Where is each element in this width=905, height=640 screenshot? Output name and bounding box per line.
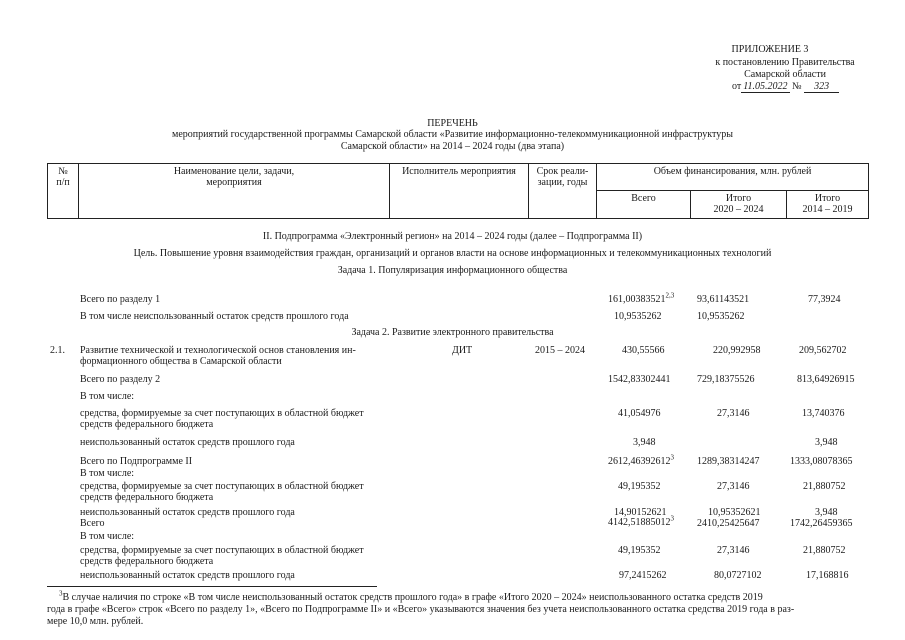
appendix-title: ПРИЛОЖЕНИЕ 3	[731, 44, 809, 55]
row-period-2: 1333,08078365	[790, 456, 853, 467]
row-period-2: 3,948	[815, 507, 838, 518]
row-period-1: 1289,38314247	[697, 456, 760, 467]
row-label-2: формационного общества в Самарской области	[80, 356, 282, 367]
row-total: 41,054976	[618, 408, 661, 419]
footnote-line-2: года в графе «Всего» строк «Всего по разделу 1», «Всего по Подпрограмме II» и «Всего» указываются значения без учета неиспользованного остатка средства 2019 года в раз-	[47, 604, 795, 615]
row-period-2: 813,64926915	[797, 374, 855, 385]
row-period-1: 2410,25425647	[697, 518, 760, 529]
task-2-heading: Задача 2. Развитие электронного правительства	[351, 327, 554, 338]
row-total: 4142,51885012$^3$	[608, 514, 674, 528]
row-num: 2.1.	[50, 345, 65, 356]
row-total: 2612,46392612$^3$	[608, 453, 674, 467]
row-label: Всего по разделу 2	[80, 374, 161, 385]
row-label: Всего по Подпрограмме II	[80, 456, 193, 467]
row-label: В том числе:	[80, 468, 135, 479]
col-term-2: зации, годы	[537, 177, 588, 188]
row-period-2: 77,3924	[808, 294, 841, 305]
row-total: 430,55566	[622, 345, 665, 356]
footnote-line-1: $^3$В случае наличия по строке «В том числе неиспользованный остаток средств прошлого года» в графе «Итого 2020 – 2024» неиспользованного остатка средств 2019	[59, 589, 763, 603]
row-label: В том числе:	[80, 531, 135, 542]
row-total: 49,195352	[618, 545, 661, 556]
row-period-1: 27,3146	[717, 481, 750, 492]
row-period-2: 21,880752	[803, 481, 846, 492]
row-period-1: 27,3146	[717, 545, 750, 556]
row-label-2: средств федерального бюджета	[80, 492, 214, 503]
row-period-1: 729,18375526	[697, 374, 755, 385]
date-prefix: от	[732, 81, 742, 92]
col-name-2: мероприятия	[206, 177, 262, 188]
doc-heading: ПЕРЕЧЕНЬ	[427, 118, 478, 129]
row-total: 10,9535262	[614, 311, 662, 322]
appendix-line-2: Самарской области	[744, 69, 826, 80]
col-itogo-1: Итого	[725, 193, 752, 204]
date-value: 11.05.2022	[743, 81, 788, 92]
row-period-1: 93,61143521	[697, 294, 750, 305]
col-executor: Исполнитель мероприятия	[402, 166, 516, 177]
row-period-2: 209,562702	[799, 345, 847, 356]
row-total: 49,195352	[618, 481, 661, 492]
row-total: 97,2415262	[619, 570, 667, 581]
row-period-1: 27,3146	[717, 408, 750, 419]
row-label: неиспользованный остаток средств прошлого года	[80, 570, 295, 581]
row-label: неиспользованный остаток средств прошлого года	[80, 437, 295, 448]
row-label-1: Развитие технической и технологической основ становления ин-	[80, 345, 356, 356]
row-total: 1542,83302441	[608, 374, 671, 385]
goal-heading: Цель. Повышение уровня взаимодействия граждан, организаций и органов власти на основе информационных и телекоммуникационных технологий	[133, 248, 772, 259]
col-period-2: 2014 – 2019	[802, 204, 853, 215]
row-period-1: 80,0727102	[714, 570, 762, 581]
row-label: В том числе неиспользованный остаток средств прошлого года	[80, 311, 349, 322]
row-label: неиспользованный остаток средств прошлого года	[80, 507, 295, 518]
row-label-1: средства, формируемые за счет поступающих в областной бюджет	[80, 481, 364, 492]
col-name-1: Наименование цели, задачи,	[173, 166, 295, 177]
col-term-1: Срок реали-	[536, 166, 589, 177]
col-num: №	[58, 166, 68, 177]
col-volume: Объем финансирования, млн. рублей	[653, 166, 812, 177]
col-total: Всего	[631, 193, 656, 204]
row-period-2: 17,168816	[806, 570, 849, 581]
row-label-2: средств федерального бюджета	[80, 556, 214, 567]
appendix-date-line	[732, 81, 839, 92]
row-total: 3,948	[633, 437, 656, 448]
row-period-1: 220,992958	[713, 345, 761, 356]
number-prefix: №	[792, 81, 802, 92]
row-label-1: средства, формируемые за счет поступающих в областной бюджет	[80, 408, 364, 419]
row-label-1: средства, формируемые за счет поступающих в областной бюджет	[80, 545, 364, 556]
row-period-2: 13,740376	[802, 408, 845, 419]
row-period-2: 1742,26459365	[790, 518, 853, 529]
col-num-2: п/п	[56, 177, 70, 188]
subprogram-heading: II. Подпрограмма «Электронный регион» на 2014 – 2024 годы (далее – Подпрограмма II)	[262, 231, 643, 242]
row-period-2: 3,948	[815, 437, 838, 448]
doc-title-line-1: мероприятий государственной программы Самарской области «Развитие информационно-телекоммуникационной инфраструктуры	[172, 129, 733, 140]
appendix-line-1: к постановлению Правительства	[715, 57, 855, 68]
row-label: В том числе:	[80, 391, 135, 402]
col-period-1: 2020 – 2024	[713, 204, 764, 215]
row-label: Всего по разделу 1	[80, 294, 161, 305]
row-period-1: 10,95352621	[708, 507, 761, 518]
task-1-heading: Задача 1. Популяризация информационного общества	[337, 265, 568, 276]
row-label-2: средств федерального бюджета	[80, 419, 214, 430]
doc-title-line-2: Самарской области» на 2014 – 2024 годы (два этапа)	[340, 141, 565, 152]
row-period-2: 21,880752	[803, 545, 846, 556]
row-label: Всего	[80, 518, 105, 529]
footnote-line-3: мере 10,0 млн. рублей.	[47, 616, 144, 627]
col-itogo-2: Итого	[814, 193, 841, 204]
row-term: 2015 – 2024	[535, 345, 585, 356]
row-executor: ДИТ	[452, 345, 473, 356]
row-period-1: 10,9535262	[697, 311, 745, 322]
row-total: 14,90152621	[614, 507, 667, 518]
row-total: 161,00383521$^{2,3}$	[608, 291, 675, 305]
number-value: 323	[804, 81, 839, 93]
